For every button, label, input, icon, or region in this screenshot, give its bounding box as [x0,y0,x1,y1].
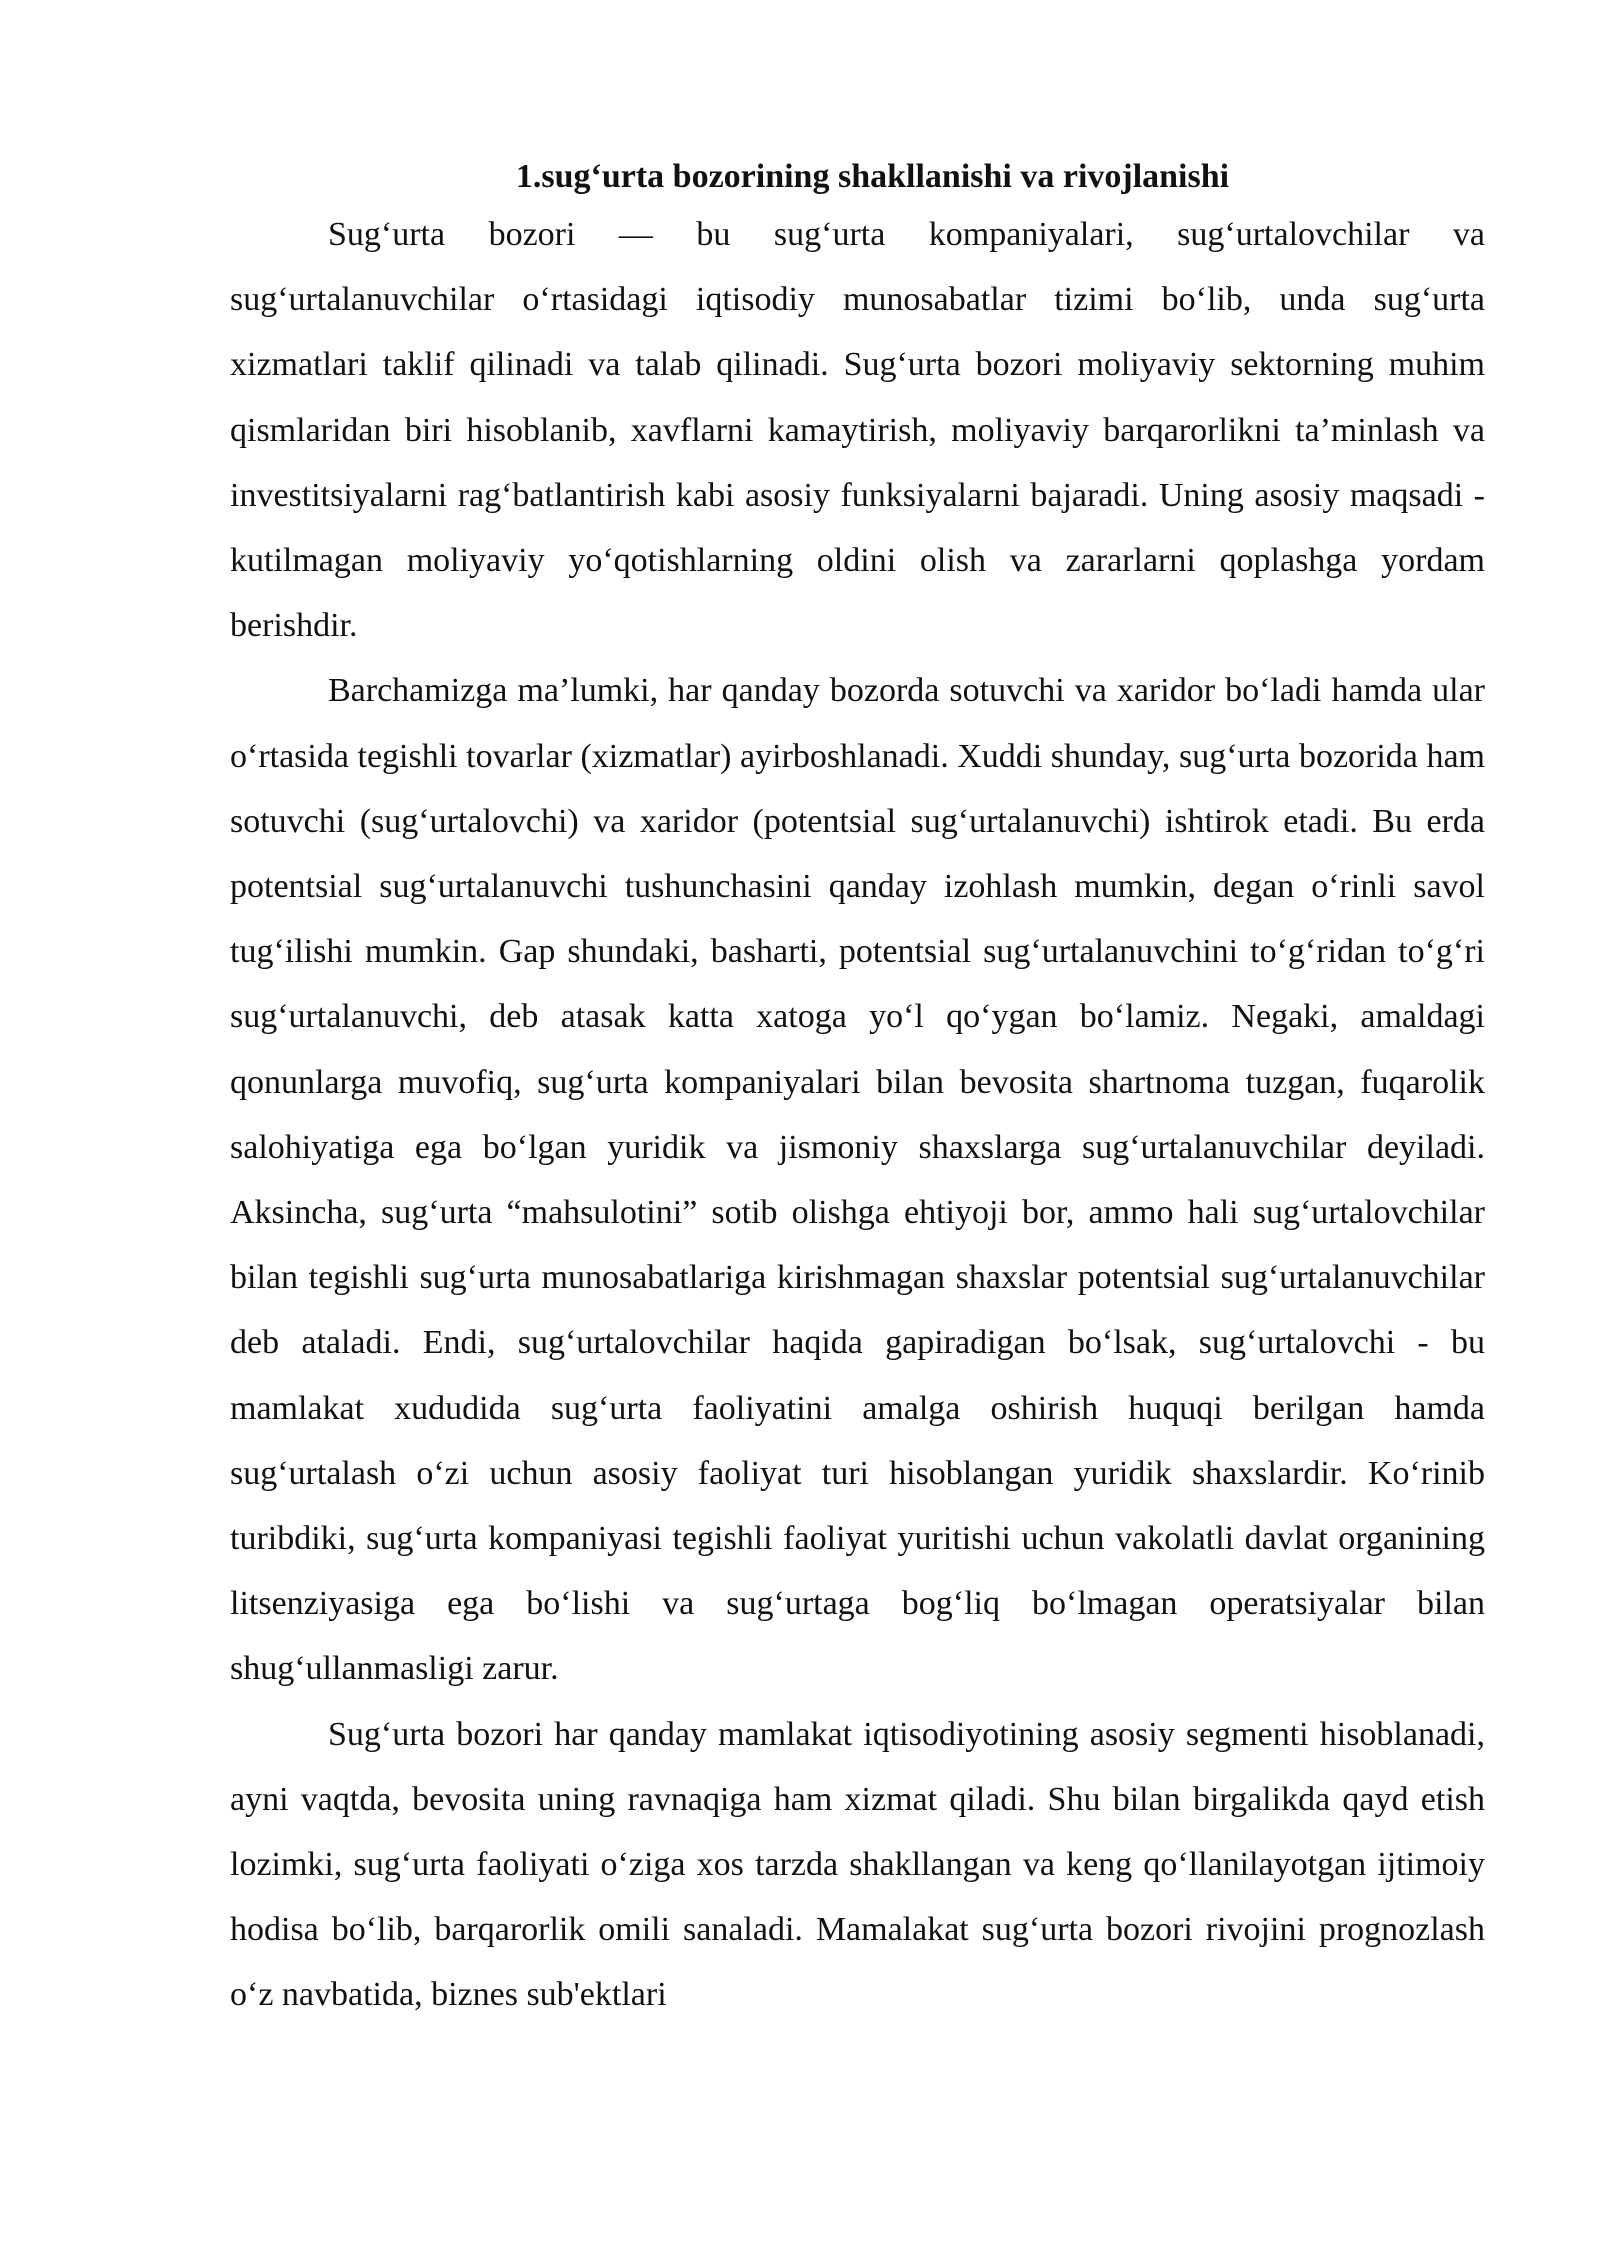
page-title: 1.sug‘urta bozorining shakllanishi va rivojlanishi [515,158,1230,195]
paragraph-1: Sug‘urta bozori — bu sug‘urta kompaniyalari, sug‘urtalovchilar va sug‘urtalanuvchilar o‘rtasidagi iqtisodiy munosabatlar tizimi bo‘lib, unda sug‘urta xizmatlari taklif qilinadi va talab qilinadi. Sug‘urta bozori moliyaviy sektorning muhim qismlaridan biri hisoblanib, xavflarni kamaytirish, moliyaviy barqarorlikni ta’minlash va investitsiyalarni rag‘batlantirish kabi asosiy funksiyalarni bajaradi. Uning asosiy maqsadi - kutilmagan moliyaviy yo‘qotishlarning oldini olish va zararlarni qoplashga yordam berishdir. [230,216,1485,645]
paragraph-2: Barchamizga ma’lumki, har qanday bozorda sotuvchi va xaridor bo‘ladi hamda ular o‘rtasida tegishli tovarlar (xizmatlar) ayirboshlanadi. Xuddi shunday, sug‘urta bozorida ham sotuvchi (sug‘urtalovchi) va xaridor (potentsial sug‘urtalanuvchi) ishtirok etadi. Bu erda potentsial sug‘urtalanuvchi tushunchasini qanday izohlash mumkin, degan o‘rinli savol tug‘ilishi mumkin. Gap shundaki, basharti, potentsial sug‘urtalanuvchini to‘g‘ridan to‘g‘ri sug‘urtalanuvchi, deb atasak katta xatoga yo‘l qo‘ygan bo‘lamiz. Negaki, amaldagi qonunlarga muvofiq, sug‘urta kompaniyalari bilan bevosita shartnoma tuzgan, fuqarolik salohiyatiga ega bo‘lgan yuridik va jismoniy shaxslarga sug‘urtalanuvchilar deyiladi. Aksincha, sug‘urta “mahsulotini” sotib olishga ehtiyoji bor, ammo hali sug‘urtalovchilar bilan tegishli sug‘urta munosabatlariga kirishmagan shaxslar potentsial sug‘urtalanuvchilar deb ataladi. Endi, sug‘urtalovchilar haqida gapiradigan bo‘lsak, sug‘urtalovchi - bu mamlakat xududida sug‘urta faoliyatini amalga oshirish huquqi berilgan hamda sug‘urtalash o‘zi uchun asosiy faoliyat turi hisoblangan yuridik shaxslardir. Ko‘rinib turibdiki, sug‘urta kompaniyasi tegishli faoliyat yuritishi uchun vakolatli davlat organining litsenziyasiga ega bo‘lishi va sug‘urtaga bog‘liq bo‘lmagan operatsiyalar bilan shug‘ullanmasligi zarur. [230,672,1485,1688]
paragraph-3: Sug‘urta bozori har qanday mamlakat iqtisodiyotining asosiy segmenti hisoblanadi, ayni vaqtda, bevosita uning ravnaqiga ham xizmat qiladi. Shu bilan birgalikda qayd etish lozimki, sug‘urta faoliyati o‘ziga xos tarzda shakllangan va keng qo‘llanilayotgan ijtimoiy hodisa bo‘lib, barqarorlik omili sanaladi. Mamalakat sug‘urta bozori rivojini prognozlash o‘z navbatida, biznes sub'ektlari [230,1715,1485,2014]
document-body [230,152,1485,2028]
